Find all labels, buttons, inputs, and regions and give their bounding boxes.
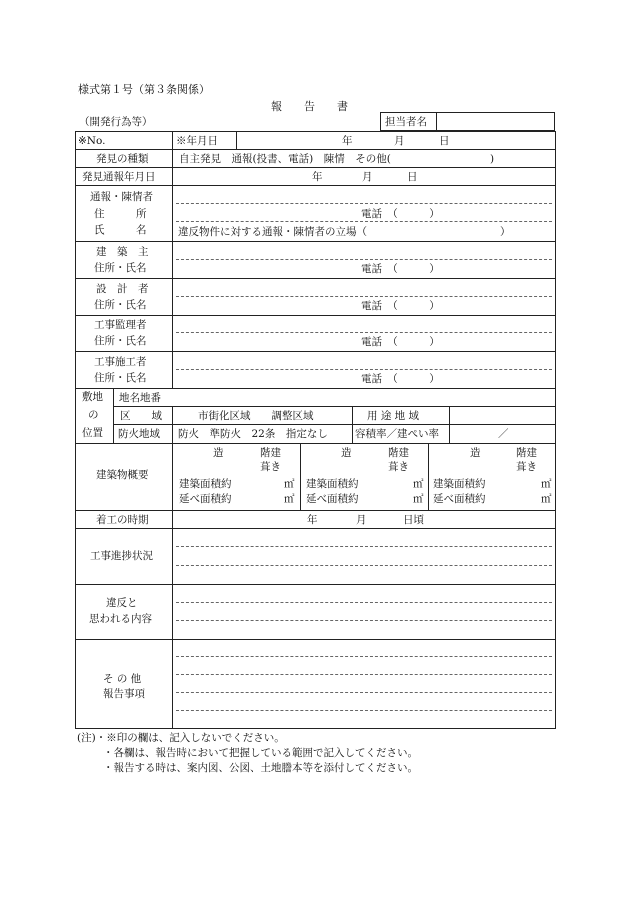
date-year: 年 <box>342 135 353 147</box>
building-total-area: 延べ面積約 <box>306 493 359 505</box>
building-structure: 造 <box>470 447 481 459</box>
site-use-label: 用 途 地 域 <box>367 410 420 422</box>
violation-label-2: 思われる内容 <box>89 613 152 625</box>
other-label-2: 報告事項 <box>103 688 145 700</box>
building-structure: 造 <box>213 447 224 459</box>
building-floors: 階建 <box>388 447 409 459</box>
discovery-close: ) <box>490 153 495 165</box>
building-total-area: 延べ面積約 <box>433 493 486 505</box>
report-date-label: 発見通報年月日 <box>82 171 156 183</box>
party-contractor-address-label: 住所・氏名 <box>94 372 147 384</box>
site-side-3: 位置 <box>82 427 103 439</box>
progress-label: 工事進捗状況 <box>90 550 153 562</box>
note-1: (注)・※印の欄は、記入しないでください。 <box>77 732 285 744</box>
building-label: 建築物概要 <box>96 469 149 481</box>
site-ratio-label: 容積率／建ぺい率 <box>355 428 439 440</box>
unit-m2: ㎡ <box>413 478 424 490</box>
site-fire-options[interactable]: 防火 準防火 22条 指定なし <box>178 428 328 440</box>
discovery-label: 発見の種類 <box>96 153 149 165</box>
party-owner-address-label: 住所・氏名 <box>94 262 147 274</box>
building-structure: 造 <box>341 447 352 459</box>
reporter-label-2: 住 所 <box>94 208 147 220</box>
building-floors: 階建 <box>260 447 281 459</box>
note-2: ・各欄は、報告時において把握している範囲で記入してください。 <box>103 747 418 759</box>
report-date-year: 年 <box>312 171 323 183</box>
report-date-month: 月 <box>362 171 373 183</box>
start-year: 年 <box>307 514 318 526</box>
form-number: 様式第１号（第３条関係） <box>78 83 210 96</box>
building-area: 建築面積約 <box>179 478 232 490</box>
party-designer-label: 設 計 者 <box>96 283 149 295</box>
date-label: ※年月日 <box>176 135 218 147</box>
site-fire-label: 防火地域 <box>118 428 160 440</box>
site-ratio-slash: ／ <box>498 428 509 440</box>
start-day: 日頃 <box>403 514 424 526</box>
site-side-2: の <box>88 409 99 421</box>
building-floors: 階建 <box>516 447 537 459</box>
reporter-label-3: 氏 名 <box>94 224 147 236</box>
start-label: 着工の時期 <box>96 514 149 526</box>
subtitle: （開発行為等） <box>79 116 153 128</box>
tantou-label: 担当者名 <box>385 116 427 128</box>
reporter-label-1: 通報・陳情者 <box>90 191 153 203</box>
party-contractor-label: 工事施工者 <box>94 356 147 368</box>
site-area-label: 区 域 <box>120 410 162 422</box>
other-label-1: そ の 他 <box>103 673 142 685</box>
unit-m2: ㎡ <box>541 478 552 490</box>
party-designer-phone[interactable]: 電話 （ ） <box>361 300 440 312</box>
party-supervisor-address-label: 住所・氏名 <box>94 335 147 347</box>
building-roof: 葺き <box>388 461 409 473</box>
site-address-label: 地名地番 <box>119 392 161 404</box>
party-supervisor-label: 工事監理者 <box>94 319 147 331</box>
reporter-position-close: ） <box>500 226 511 238</box>
party-owner-phone[interactable]: 電話 （ ） <box>361 263 440 275</box>
reporter-position-label[interactable]: 違反物件に対する通報・陳情者の立場（ <box>178 226 367 238</box>
start-month: 月 <box>356 514 367 526</box>
date-month: 月 <box>394 135 405 147</box>
unit-m2: ㎡ <box>413 493 424 505</box>
party-owner-label: 建 築 主 <box>96 246 149 258</box>
discovery-options[interactable]: 自主発見 通報(投書、電話) 陳情 その他( <box>179 153 391 165</box>
party-supervisor-phone[interactable]: 電話 （ ） <box>361 336 440 348</box>
site-side-1: 敷地 <box>82 391 103 403</box>
no-label: ※No. <box>78 135 106 147</box>
building-roof: 葺き <box>516 461 537 473</box>
site-area-options[interactable]: 市街化区域 調整区域 <box>198 410 314 422</box>
unit-m2: ㎡ <box>541 493 552 505</box>
party-designer-address-label: 住所・氏名 <box>94 299 147 311</box>
building-area: 建築面積約 <box>306 478 359 490</box>
party-contractor-phone[interactable]: 電話 （ ） <box>361 373 440 385</box>
date-day: 日 <box>439 135 450 147</box>
building-area: 建築面積約 <box>433 478 486 490</box>
building-total-area: 延べ面積約 <box>179 493 232 505</box>
reporter-phone[interactable]: 電話 （ ） <box>361 208 440 220</box>
report-date-day: 日 <box>407 171 418 183</box>
unit-m2: ㎡ <box>284 478 295 490</box>
building-roof: 葺き <box>260 461 281 473</box>
page-title: 報 告 書 <box>271 100 348 113</box>
note-3: ・報告する時は、案内図、公図、土地謄本等を添付してください。 <box>103 762 418 774</box>
unit-m2: ㎡ <box>284 493 295 505</box>
violation-label-1: 違反と <box>106 597 138 609</box>
